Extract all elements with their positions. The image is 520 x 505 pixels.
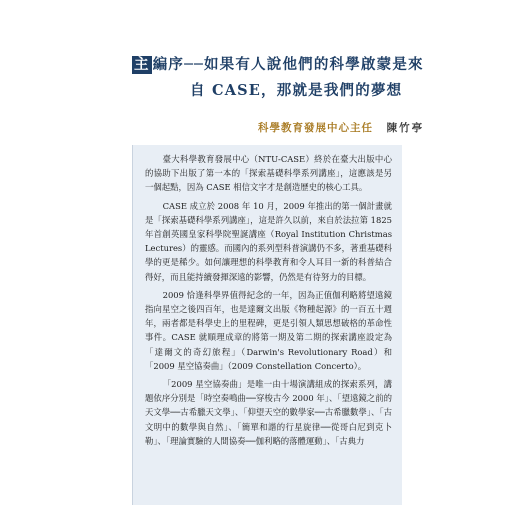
author-role: 科學教育發展中心主任 [258, 122, 373, 134]
paragraph-1: 臺大科學教育發展中心（NTU-CASE）終於在臺大出版中心的協助下出版了第一本的「探索基礎科學系列講座」，這應該是另一個起點，因為 CASE 相信文字才是創造歷史的核心工具。 [145, 154, 392, 193]
paragraph-2: CASE 成立於 2008 年 10 月，2009 年推出的第一個計畫就是「探索基礎科學系列講座」，這是許久以前，來自於法拉第 1825 年首創英國皇家科學院聖誕講座（Royal Institution Christmas Lectures）的靈感。而國內的系列型科普演講仍不多，著重基礎科學的更是稀少。如何讓理想的科學教育和令人耳目一新的科普結合得好，而且能持續發揮深遠的影響，仍然是有待努力的目標。 [145, 200, 392, 282]
title-initial-badge: 主 [134, 56, 150, 73]
title-line-1 [132, 56, 424, 74]
author-byline [258, 121, 424, 135]
article-body [132, 145, 402, 505]
author-name: 陳竹亭 [386, 122, 425, 134]
title-line-2: 自 CASE，那就是我們的夢想 [190, 82, 403, 99]
paragraph-4: 「2009 星空協奏曲」是唯一由十場演講組成的探索系列，講題依序分別是「時空奏鳴曲──穿梭古今 2000 年」、「望遠鏡之前的天文學──古希臘天文學」、「仰望天空的數學家──古希臘數學」、「古文明中的數學與自然」、「簡單和諧的行星旋律──從哥白尼到克卜勒」、「理論實驗的人間協奏──伽利略的落體運動」、「古典力 [145, 379, 392, 446]
title-line-1-text: 編序──如果有人說他們的科學啟蒙是來 [152, 56, 424, 73]
paragraph-3: 2009 恰逢科學界值得紀念的一年，因為正值伽利略將望遠鏡指向星空之後四百年，也是達爾文出版《物種起源》的一百五十週年，兩者都是科學史上的里程碑，更是引領人類思想破格的革命性事件。CASE 就順理成章的將第一期及第二期的探索講座設定為「達爾文的奇幻旅程」（Darwin's Revolutionary Road）和「2009 星空協奏曲」（2009 Constellation Concerto）。 [145, 289, 392, 371]
